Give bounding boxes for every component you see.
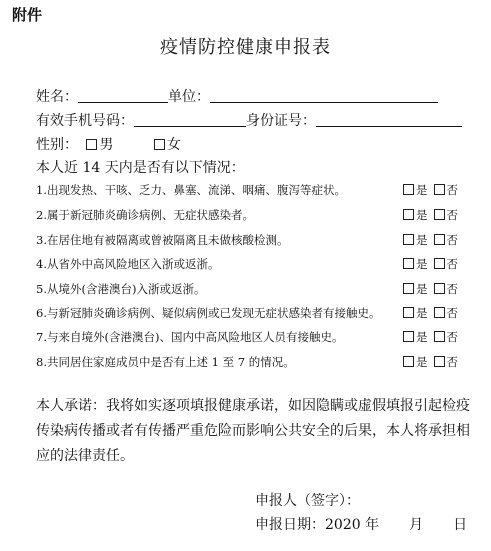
date-row [255, 514, 467, 534]
no-label: 否 [446, 233, 458, 247]
yes-checkbox[interactable] [403, 234, 414, 245]
year-text: 2020 年 [325, 517, 380, 533]
answer-1 [403, 182, 458, 198]
male-label: 男 [99, 137, 114, 153]
no-label: 否 [446, 208, 458, 222]
no-label: 否 [446, 330, 458, 344]
yes-label: 是 [416, 306, 428, 320]
question-7: 7.与来自境外(含港澳台)、国内中高风险地区人员有接触史。 [36, 330, 344, 344]
question-8: 8.共同居住家庭成员中是否有上述 1 至 7 的情况。 [36, 355, 295, 369]
no-checkbox[interactable] [434, 331, 445, 342]
yes-label: 是 [416, 183, 428, 197]
day-text: 日 [453, 517, 468, 533]
no-checkbox[interactable] [434, 184, 445, 195]
commitment-text: 本人承诺：我将如实逐项填报健康承诺，如因隐瞒或虚假填报引起检疫传染病传播或者有传播严重危险而影响公共安全的后果，本人将承担相应的法律责任。 [36, 398, 470, 464]
phone-label: 有效手机号码： [36, 113, 134, 129]
yes-checkbox[interactable] [403, 331, 414, 342]
declarant-label: 申报人（签字）： [255, 493, 360, 509]
male-option[interactable] [86, 137, 113, 153]
id-label: 身份证号： [246, 113, 316, 129]
yes-checkbox[interactable] [403, 209, 414, 220]
no-label: 否 [446, 282, 458, 296]
question-3: 3.在居住地有被隔离或曾被隔离且未做核酸检测。 [36, 233, 289, 247]
yes-label: 是 [416, 355, 428, 369]
question-intro: 本人近 14 天内是否有以下情况： [36, 160, 245, 176]
gender-row [36, 134, 181, 154]
no-checkbox[interactable] [434, 283, 445, 294]
yes-label: 是 [416, 330, 428, 344]
gender-label: 性别： [36, 137, 78, 153]
answer-4 [403, 256, 458, 272]
unit-field[interactable] [210, 88, 438, 103]
name-unit-row [36, 86, 438, 106]
question-4: 4.从省外中高风险地区入浙或返浙。 [36, 257, 220, 271]
yes-checkbox[interactable] [403, 283, 414, 294]
phone-field[interactable] [134, 112, 246, 127]
question-2: 2.属于新冠肺炎确诊病例、无症状感染者。 [36, 208, 254, 222]
yes-checkbox[interactable] [403, 356, 414, 367]
id-number-field[interactable] [316, 112, 462, 127]
yes-checkbox[interactable] [403, 307, 414, 318]
answer-2 [403, 207, 458, 223]
yes-label: 是 [416, 282, 428, 296]
no-checkbox[interactable] [434, 234, 445, 245]
no-checkbox[interactable] [434, 307, 445, 318]
answer-5 [403, 281, 458, 297]
answer-6 [403, 305, 458, 321]
no-label: 否 [446, 257, 458, 271]
no-label: 否 [446, 183, 458, 197]
no-checkbox[interactable] [434, 258, 445, 269]
male-checkbox[interactable] [86, 139, 97, 150]
yes-label: 是 [416, 257, 428, 271]
no-checkbox[interactable] [434, 356, 445, 367]
female-label: 女 [166, 137, 181, 153]
name-field[interactable] [78, 88, 168, 103]
female-checkbox[interactable] [154, 139, 165, 150]
no-label: 否 [446, 306, 458, 320]
yes-label: 是 [416, 208, 428, 222]
phone-id-row [36, 110, 462, 130]
answer-3 [403, 232, 458, 248]
answer-7 [403, 329, 458, 345]
form-title: 疫情防控健康申报表 [160, 37, 331, 58]
answer-8 [403, 354, 458, 370]
name-label: 姓名： [36, 89, 78, 105]
no-label: 否 [446, 355, 458, 369]
question-1: 1.出现发热、干咳、乏力、鼻塞、流涕、咽痛、腹泻等症状。 [36, 183, 346, 197]
signature-row [255, 490, 360, 510]
no-checkbox[interactable] [434, 209, 445, 220]
question-5: 5.从境外(含港澳台)入浙或返浙。 [36, 282, 206, 296]
yes-checkbox[interactable] [403, 258, 414, 269]
month-text: 月 [409, 517, 424, 533]
unit-label: 单位： [168, 89, 210, 105]
attachment-label: 附件 [12, 6, 43, 24]
yes-checkbox[interactable] [403, 184, 414, 195]
yes-label: 是 [416, 233, 428, 247]
question-6: 6.与新冠肺炎确诊病例、疑似病例或已发现无症状感染者有接触史。 [36, 306, 381, 320]
female-option[interactable] [154, 137, 181, 153]
date-label: 申报日期： [255, 517, 325, 533]
